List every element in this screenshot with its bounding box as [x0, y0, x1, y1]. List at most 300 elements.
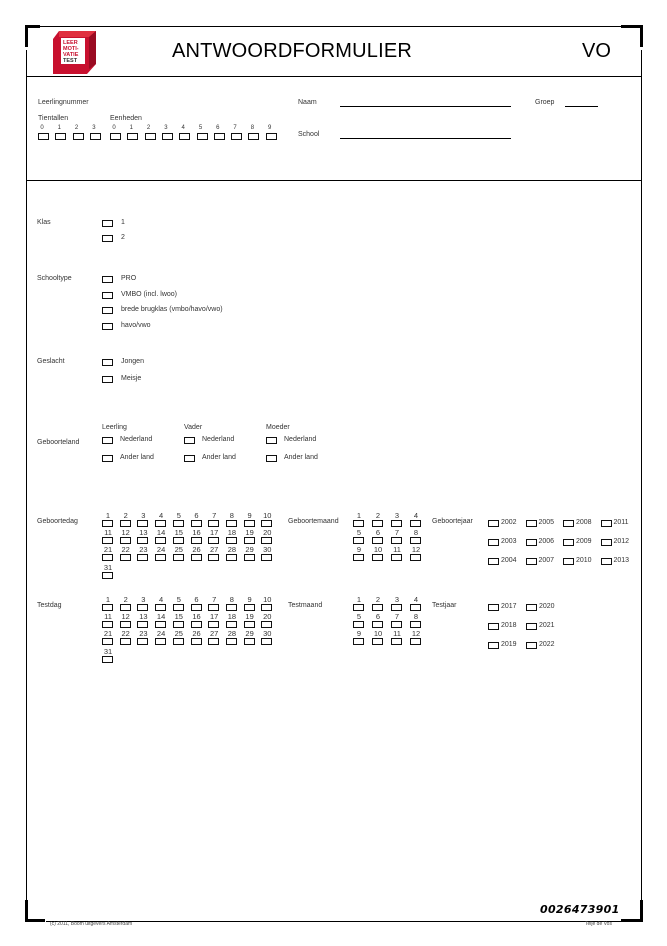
geslacht-option-label: Jongen [121, 358, 144, 365]
day-number-label: 24 [156, 629, 166, 639]
frame-top [40, 26, 621, 27]
geslacht-label: Geslacht [37, 358, 65, 365]
day-number-label: 23 [139, 629, 148, 639]
year-checkbox[interactable] [488, 539, 499, 546]
day-number-label: 13 [139, 528, 148, 538]
day-checkbox[interactable] [137, 604, 148, 611]
day-checkbox[interactable] [120, 537, 131, 544]
schooltype-checkbox[interactable] [102, 323, 113, 330]
geboorteland-option-label: Nederland [202, 436, 235, 443]
day-number-label: 22 [121, 545, 130, 555]
tientallen-digit-label: 3 [92, 125, 96, 131]
year-label: 2011 [613, 519, 629, 526]
day-checkbox[interactable] [137, 520, 148, 527]
year-checkbox[interactable] [526, 520, 537, 527]
day-checkbox[interactable] [191, 520, 202, 527]
tientallen-checkbox[interactable] [55, 133, 66, 140]
day-number-label: 25 [174, 545, 183, 555]
day-number-label: 26 [192, 545, 201, 555]
naam-field[interactable] [340, 106, 511, 107]
day-checkbox[interactable] [261, 554, 272, 561]
day-number-label: 23 [139, 545, 148, 555]
day-number-label: 20 [263, 612, 272, 622]
day-number-label: 18 [227, 528, 237, 538]
eenheden-digit-label: 5 [198, 125, 203, 131]
eenheden-checkbox[interactable] [231, 133, 242, 140]
geslacht-option-label: Meisje [121, 374, 142, 382]
eenheden-label: Eenheden [110, 115, 142, 122]
day-checkbox[interactable] [226, 554, 237, 561]
schooltype-option-label: VMBO (incl. lwoo) [121, 290, 178, 298]
month-checkbox[interactable] [353, 554, 364, 561]
month-checkbox[interactable] [372, 537, 383, 544]
year-label: 2006 [538, 538, 555, 545]
month-number-label: 10 [373, 629, 383, 639]
day-number-label: 14 [156, 528, 166, 538]
geboorteland-group-label: Moeder [266, 424, 290, 431]
logo-line-2: MOTI- [63, 46, 79, 52]
day-number-label: 1 [105, 511, 111, 520]
eenheden-digit-label: 3 [164, 125, 168, 131]
month-checkbox[interactable] [410, 554, 421, 561]
day-checkbox[interactable] [208, 638, 219, 645]
eenheden-checkbox[interactable] [214, 133, 225, 140]
month-checkbox[interactable] [372, 520, 383, 527]
year-label: 2013 [613, 557, 630, 564]
day-number-label: 30 [263, 545, 272, 555]
geboorteland-option-label: Ander land [284, 454, 318, 461]
day-number-label: 6 [194, 511, 199, 520]
day-number-label: 10 [263, 595, 272, 604]
day-checkbox[interactable] [102, 656, 113, 663]
day-checkbox[interactable] [226, 537, 237, 544]
logo-line-3: VATIE [63, 52, 79, 58]
day-checkbox[interactable] [102, 554, 113, 561]
day-checkbox[interactable] [173, 604, 184, 611]
month-number-label: 4 [413, 511, 419, 520]
year-checkbox[interactable] [526, 558, 537, 565]
day-checkbox[interactable] [120, 554, 131, 561]
month-checkbox[interactable] [353, 604, 364, 611]
month-checkbox[interactable] [410, 537, 421, 544]
year-label: 2005 [538, 519, 555, 526]
month-checkbox[interactable] [353, 520, 364, 527]
month-number-label: 5 [356, 612, 362, 622]
day-checkbox[interactable] [261, 604, 272, 611]
eenheden-digit-label: 7 [233, 125, 237, 131]
month-number-label: 1 [356, 595, 362, 604]
day-number-label: 31 [103, 562, 113, 572]
schooltype-option-label: PRO [121, 275, 137, 282]
day-number-label: 12 [121, 612, 130, 622]
leer-motivatie-test-logo [53, 31, 96, 74]
day-number-label: 22 [121, 629, 130, 639]
year-label: 2010 [576, 557, 592, 564]
tientallen-checkbox[interactable] [73, 133, 84, 140]
day-number-label: 11 [104, 612, 112, 622]
day-number-label: 21 [103, 545, 113, 555]
testmaand-label: Testmaand [288, 602, 323, 609]
day-number-label: 31 [103, 646, 113, 656]
day-checkbox[interactable] [226, 638, 237, 645]
day-checkbox[interactable] [120, 621, 131, 628]
month-number-label: 5 [356, 528, 362, 538]
day-checkbox[interactable] [191, 604, 202, 611]
credit-text: Teije de Vos [585, 921, 612, 927]
eenheden-digit-label: 8 [250, 125, 255, 131]
schooltype-checkbox[interactable] [102, 292, 113, 299]
month-number-label: 3 [394, 511, 400, 520]
month-checkbox[interactable] [410, 604, 421, 611]
year-label: 2012 [613, 538, 630, 545]
form-serial-number: 0026473901 [540, 903, 620, 916]
day-checkbox[interactable] [208, 520, 219, 527]
day-checkbox[interactable] [120, 520, 131, 527]
frame-left [26, 50, 27, 910]
month-number-label: 12 [411, 629, 421, 639]
month-checkbox[interactable] [391, 554, 402, 561]
year-label: 2009 [576, 538, 592, 545]
day-number-label: 2 [123, 595, 128, 604]
day-checkbox[interactable] [226, 520, 237, 527]
day-number-label: 16 [192, 612, 201, 622]
eenheden-checkbox[interactable] [145, 133, 156, 140]
logo-line-1: LEER [63, 40, 78, 46]
day-number-label: 28 [227, 545, 237, 555]
geboortemaand-label: Geboortemaand [288, 518, 339, 525]
frame-bottom [46, 921, 621, 922]
geboorteland-group-label: Vader [184, 424, 203, 431]
geboorteland-option-label: Nederland [120, 436, 153, 443]
day-number-label: 2 [123, 511, 128, 520]
day-checkbox[interactable] [261, 520, 272, 527]
month-checkbox[interactable] [372, 554, 383, 561]
day-number-label: 29 [245, 629, 254, 639]
month-checkbox[interactable] [410, 621, 421, 628]
day-number-label: 11 [104, 528, 112, 538]
year-checkbox[interactable] [526, 539, 537, 546]
day-checkbox[interactable] [226, 621, 237, 628]
day-checkbox[interactable] [208, 621, 219, 628]
eenheden-checkbox[interactable] [127, 133, 138, 140]
day-number-label: 4 [159, 511, 164, 520]
eenheden-checkbox[interactable] [266, 133, 277, 140]
month-checkbox[interactable] [410, 520, 421, 527]
geboorteland-checkbox[interactable] [102, 437, 113, 444]
month-number-label: 7 [394, 528, 400, 538]
day-number-label: 13 [139, 612, 148, 622]
frame-right [641, 50, 642, 910]
month-checkbox[interactable] [391, 621, 402, 628]
day-checkbox[interactable] [173, 520, 184, 527]
testdag-label: Testdag [37, 602, 62, 609]
day-checkbox[interactable] [155, 638, 166, 645]
geboorteland-option-label: Nederland [284, 436, 317, 443]
year-checkbox[interactable] [488, 642, 499, 649]
month-number-label: 6 [375, 612, 381, 622]
geboorteland-checkbox[interactable] [184, 437, 195, 444]
eenheden-checkbox[interactable] [179, 133, 190, 140]
day-number-label: 3 [141, 511, 146, 520]
month-checkbox[interactable] [353, 621, 364, 628]
year-label: 2002 [501, 519, 517, 526]
day-number-label: 27 [210, 629, 219, 639]
testjaar-label: Testjaar [432, 602, 457, 609]
month-number-label: 6 [375, 528, 381, 538]
day-checkbox[interactable] [173, 638, 184, 645]
day-checkbox[interactable] [102, 537, 113, 544]
header-divider [26, 76, 642, 77]
eenheden-checkbox[interactable] [110, 133, 121, 140]
year-label: 2021 [539, 622, 555, 629]
day-checkbox[interactable] [208, 537, 219, 544]
year-label: 2019 [501, 641, 517, 648]
geboortejaar-label: Geboortejaar [432, 518, 473, 525]
day-number-label: 25 [174, 629, 183, 639]
month-checkbox[interactable] [372, 604, 383, 611]
day-number-label: 12 [121, 528, 130, 538]
day-number-label: 27 [210, 545, 219, 555]
year-checkbox[interactable] [488, 558, 499, 565]
year-label: 2003 [501, 538, 517, 545]
month-checkbox[interactable] [372, 638, 383, 645]
registration-mark-bl-v [25, 900, 28, 922]
month-checkbox[interactable] [391, 638, 402, 645]
day-number-label: 16 [192, 528, 201, 538]
year-label: 2004 [501, 557, 517, 564]
schooltype-option-label: havo/vwo [121, 321, 151, 329]
day-number-label: 5 [176, 595, 181, 604]
month-number-label: 10 [373, 545, 383, 555]
day-number-label: 8 [229, 511, 234, 520]
day-number-label: 5 [176, 511, 181, 520]
tientallen-digit-label: 2 [74, 125, 79, 131]
day-number-label: 10 [263, 511, 272, 520]
tientallen-digit-label: 1 [57, 125, 61, 131]
day-checkbox[interactable] [191, 638, 202, 645]
eenheden-digit-label: 9 [268, 125, 272, 131]
day-checkbox[interactable] [226, 604, 237, 611]
section-divider [26, 180, 642, 181]
year-checkbox[interactable] [488, 520, 499, 527]
day-number-label: 15 [174, 528, 183, 538]
day-number-label: 4 [159, 595, 164, 604]
day-number-label: 28 [227, 629, 237, 639]
year-checkbox[interactable] [526, 642, 537, 649]
geslacht-checkbox[interactable] [102, 359, 113, 366]
day-checkbox[interactable] [244, 520, 255, 527]
day-checkbox[interactable] [261, 537, 272, 544]
day-checkbox[interactable] [208, 604, 219, 611]
day-number-label: 17 [210, 612, 219, 622]
day-checkbox[interactable] [102, 520, 113, 527]
geslacht-checkbox[interactable] [102, 376, 113, 383]
day-checkbox[interactable] [155, 621, 166, 628]
form-level: VO [582, 40, 611, 62]
day-checkbox[interactable] [208, 554, 219, 561]
klas-option-label: 1 [121, 219, 125, 226]
day-number-label: 7 [212, 595, 217, 604]
day-checkbox[interactable] [244, 554, 255, 561]
eenheden-digit-label: 1 [129, 125, 133, 131]
month-checkbox[interactable] [353, 537, 364, 544]
month-checkbox[interactable] [391, 604, 402, 611]
school-label: School [298, 131, 320, 138]
day-checkbox[interactable] [137, 554, 148, 561]
klas-label: Klas [37, 219, 51, 226]
month-checkbox[interactable] [391, 537, 402, 544]
month-number-label: 3 [394, 595, 400, 604]
groep-label: Groep [535, 99, 555, 106]
day-checkbox[interactable] [244, 621, 255, 628]
month-checkbox[interactable] [372, 621, 383, 628]
form-title: ANTWOORDFORMULIER [172, 40, 413, 62]
month-number-label: 4 [413, 595, 419, 604]
leerlingnummer-label: Leerlingnummer [38, 99, 89, 106]
day-checkbox[interactable] [191, 621, 202, 628]
geboorteland-option-label: Ander land [120, 454, 154, 461]
day-checkbox[interactable] [173, 537, 184, 544]
tientallen-checkbox[interactable] [90, 133, 101, 140]
day-checkbox[interactable] [137, 638, 148, 645]
day-number-label: 26 [192, 629, 201, 639]
copyright-text: (c) 2011, Boom uitgevers Amsterdam [50, 921, 133, 927]
logo-line-4: TEST [63, 58, 78, 64]
schooltype-checkbox[interactable] [102, 307, 113, 314]
day-number-label: 24 [156, 545, 166, 555]
eenheden-digit-label: 0 [112, 125, 116, 131]
month-number-label: 11 [393, 629, 401, 639]
day-checkbox[interactable] [261, 638, 272, 645]
geboortedag-label: Geboortedag [37, 518, 78, 525]
day-number-label: 15 [174, 612, 183, 622]
year-checkbox[interactable] [601, 520, 612, 527]
geboorteland-checkbox[interactable] [266, 437, 277, 444]
day-number-label: 20 [263, 528, 272, 538]
day-checkbox[interactable] [244, 638, 255, 645]
day-checkbox[interactable] [244, 604, 255, 611]
day-checkbox[interactable] [173, 554, 184, 561]
eenheden-checkbox[interactable] [197, 133, 208, 140]
year-label: 2017 [501, 603, 517, 610]
eenheden-checkbox[interactable] [248, 133, 259, 140]
month-checkbox[interactable] [391, 520, 402, 527]
day-checkbox[interactable] [155, 604, 166, 611]
eenheden-digit-label: 2 [146, 125, 151, 131]
klas-option-label: 2 [121, 234, 125, 241]
day-checkbox[interactable] [102, 572, 113, 579]
day-checkbox[interactable] [120, 604, 131, 611]
day-checkbox[interactable] [155, 520, 166, 527]
month-number-label: 7 [394, 612, 400, 622]
year-checkbox[interactable] [601, 539, 612, 546]
day-number-label: 17 [210, 528, 219, 538]
school-field[interactable] [340, 138, 511, 139]
month-number-label: 8 [413, 528, 419, 538]
day-checkbox[interactable] [191, 537, 202, 544]
day-number-label: 18 [227, 612, 237, 622]
day-checkbox[interactable] [244, 537, 255, 544]
geboorteland-label: Geboorteland [37, 439, 80, 446]
day-checkbox[interactable] [120, 638, 131, 645]
naam-label: Naam [298, 99, 317, 106]
year-label: 2020 [539, 603, 555, 610]
year-checkbox[interactable] [601, 558, 612, 565]
day-checkbox[interactable] [173, 621, 184, 628]
day-checkbox[interactable] [137, 621, 148, 628]
day-number-label: 7 [212, 511, 217, 520]
month-checkbox[interactable] [410, 638, 421, 645]
day-number-label: 8 [229, 595, 234, 604]
day-checkbox[interactable] [102, 604, 113, 611]
klas-checkbox[interactable] [102, 235, 113, 242]
day-number-label: 19 [245, 612, 254, 622]
registration-mark-bl [25, 919, 45, 922]
year-checkbox[interactable] [563, 558, 574, 565]
month-number-label: 8 [413, 612, 419, 622]
day-checkbox[interactable] [155, 537, 166, 544]
day-checkbox[interactable] [137, 537, 148, 544]
day-number-label: 9 [247, 595, 252, 604]
day-number-label: 3 [141, 595, 146, 604]
day-number-label: 30 [263, 629, 272, 639]
day-number-label: 9 [247, 511, 252, 520]
geboorteland-checkbox[interactable] [184, 455, 195, 462]
month-number-label: 1 [356, 511, 362, 520]
klas-checkbox[interactable] [102, 220, 113, 227]
eenheden-checkbox[interactable] [162, 133, 173, 140]
tientallen-checkbox[interactable] [38, 133, 49, 140]
geboorteland-checkbox[interactable] [266, 455, 277, 462]
year-label: 2008 [576, 519, 592, 526]
day-checkbox[interactable] [102, 621, 113, 628]
tientallen-label: Tientallen [38, 115, 69, 122]
year-checkbox[interactable] [563, 539, 574, 546]
day-number-label: 6 [194, 595, 199, 604]
schooltype-label: Schooltype [37, 275, 72, 282]
month-number-label: 9 [356, 629, 362, 639]
groep-field[interactable] [565, 106, 598, 107]
month-checkbox[interactable] [353, 638, 364, 645]
eenheden-digit-label: 4 [181, 125, 185, 131]
month-number-label: 2 [375, 511, 381, 520]
month-number-label: 11 [393, 545, 401, 555]
day-checkbox[interactable] [261, 621, 272, 628]
geboorteland-group-label: Leerling [102, 424, 127, 431]
day-number-label: 21 [103, 629, 113, 639]
month-number-label: 12 [411, 545, 421, 555]
registration-mark-tr-v [640, 25, 643, 47]
year-label: 2007 [538, 557, 555, 564]
year-label: 2018 [501, 622, 517, 629]
eenheden-digit-label: 6 [216, 125, 220, 131]
geboorteland-option-label: Ander land [202, 454, 236, 461]
day-number-label: 29 [245, 545, 254, 555]
registration-mark-tl-v [25, 25, 28, 47]
year-checkbox[interactable] [563, 520, 574, 527]
day-checkbox[interactable] [102, 638, 113, 645]
geboorteland-checkbox[interactable] [102, 455, 113, 462]
year-checkbox[interactable] [488, 623, 499, 630]
year-checkbox[interactable] [488, 604, 499, 611]
day-number-label: 19 [245, 528, 254, 538]
year-checkbox[interactable] [526, 623, 537, 630]
year-checkbox[interactable] [526, 604, 537, 611]
day-checkbox[interactable] [155, 554, 166, 561]
day-number-label: 1 [105, 595, 111, 604]
day-checkbox[interactable] [191, 554, 202, 561]
schooltype-checkbox[interactable] [102, 276, 113, 283]
